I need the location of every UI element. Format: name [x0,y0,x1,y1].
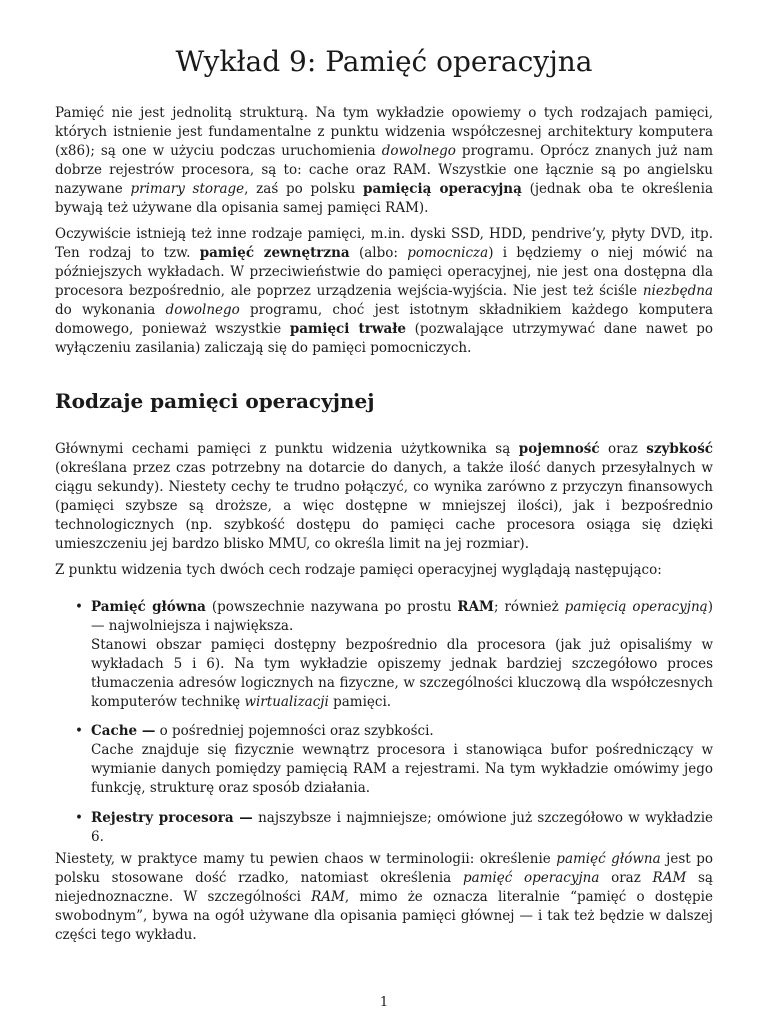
section-heading: Rodzaje pamięci operacyjnej [55,389,375,413]
term-pamieci-trwale: pamięci trwałe [289,321,406,337]
term-pojemnosc: pojemność [518,441,600,457]
intro-paragraph-2: Oczywiście istnieją też inne rodzaje pamięci, m.in. dyski SSD, HDD, pendrive’y, płyty DVD, itp. Ten rodzaj to tzw. pamięć zewnętrzna (albo: pomocnicza) i będziemy o niej mówić na późniejszych wykładach. W przeciwieństwie do pamięci operacyjnej, nie jest ona dostępna dla procesora bezpośrednio, ale poprzez urządzenia wejścia-wyjścia. Nie jest też ściśle niezbędna do wykonania dowolnego programu, choć jest istotnym składnikiem każdego komputera domowego, ponieważ wszystkie pamięci trwałe (pozwalające utrzymywać dane nawet po wyłączeniu zasilania) zaliczają się do pamięci pomocniczych. [55,226,714,356]
bullet-marker: • [75,723,83,739]
term-pamiec-zewnetrzna: pamięć zewnętrzna [199,245,350,261]
list-item-cache: • Cache — o pośredniej pojemności oraz szybkości. Cache znajduje się fizycznie wewnątrz procesora i stanowiąca bufor pośredniczący w wymianie danych pomiędzy pamięcią RAM a rejestrami. Na tym wykładzie omówimy jego funkcję, strukturę oraz sposób działania. [75,723,713,796]
term-pamiec-operacyjna: pamięcią operacyjną [363,181,522,197]
list-item-main-memory: • Pamięć główna (powszechnie nazywana po prostu RAM; również pamięcią operacyjną) — najwolniejsza i największa. Stanowi obszar pamięci dostępny bezpośrednio dla procesora (jak już opisaliśmy w wykładach 5 i 6). Na tym wykładzie opiszemy jednak bardziej szczegółowo proces tłumaczenia adresów logicznych na fizyczne, w szczególności kluczową dla współczesnych komputerów technikę wirtualizacji pamięci. [75,599,713,710]
lecture-title: Wykład 9: Pamięć operacyjna [175,45,593,78]
intro-paragraph-1: Pamięć nie jest jednolitą strukturą. Na tym wykładzie opowiemy o tych rodzajach pamięci, których istnienie jest fundamentalne z punktu widzenia współczesnej architektury komputera (x86); są one w użyciu podczas uruchomienia dowolnego programu. Oprócz znanych już nam dobrze rejestrów procesora, są to: cache oraz RAM. Wszystkie one łącznie są po angielsku nazywane primary storage, zaś po polsku pamięcią operacyjną (jednak oba te określenia bywają też używane dla opisania samej pamięci RAM). [55,105,714,216]
section-paragraph-2: Z punktu widzenia tych dwóch cech rodzaje pamięci operacyjnej wyglądają następująco: [55,562,662,578]
memory-types-list [55,598,713,847]
section-paragraph-1: Głównymi cechami pamięci z punktu widzenia użytkownika są pojemność oraz szybkość (określana przez czas potrzebny na dotarcie do danych, a także ilość danych przesyłalnych w ciągu sekundy). Niestety cechy te trudno połączyć, co wynika zarówno z przyczyn finansowych (pamięci szybsze są droższe, a więc dostępne w mniejszej ilości), jak i bezpośrednio technologicznych (np. szybkość dostępu do pamięci cache procesora osiąga się dzięki umieszczeniu jej bardzo blisko MMU, co określa limit na jej rozmiar). [55,441,714,552]
term-szybkosc: szybkość [646,441,714,457]
bullet-marker: • [75,810,83,826]
bullet-marker: • [75,599,83,615]
closing-paragraph: Niestety, w praktyce mamy tu pewien chaos w terminologii: określenie pamięć główna jest po polsku stosowane dość rzadko, natomiast określenia pamięć operacyjna oraz RAM są niejednoznaczne. W szczególności RAM, mimo że oznacza literalnie “pamięć o dostępie swobodnym”, bywa na ogół używane dla opisania pamięci głównej — i tak też będzie w dalszej części tego wykładu. [55,851,713,943]
document-page [55,0,713,1024]
list-item-registers: • Rejestry procesora — najszybsze i najmniejsze; omówione już szczegółowo w wykładzie 6. [75,810,713,845]
page-number: 1 [379,995,389,1010]
